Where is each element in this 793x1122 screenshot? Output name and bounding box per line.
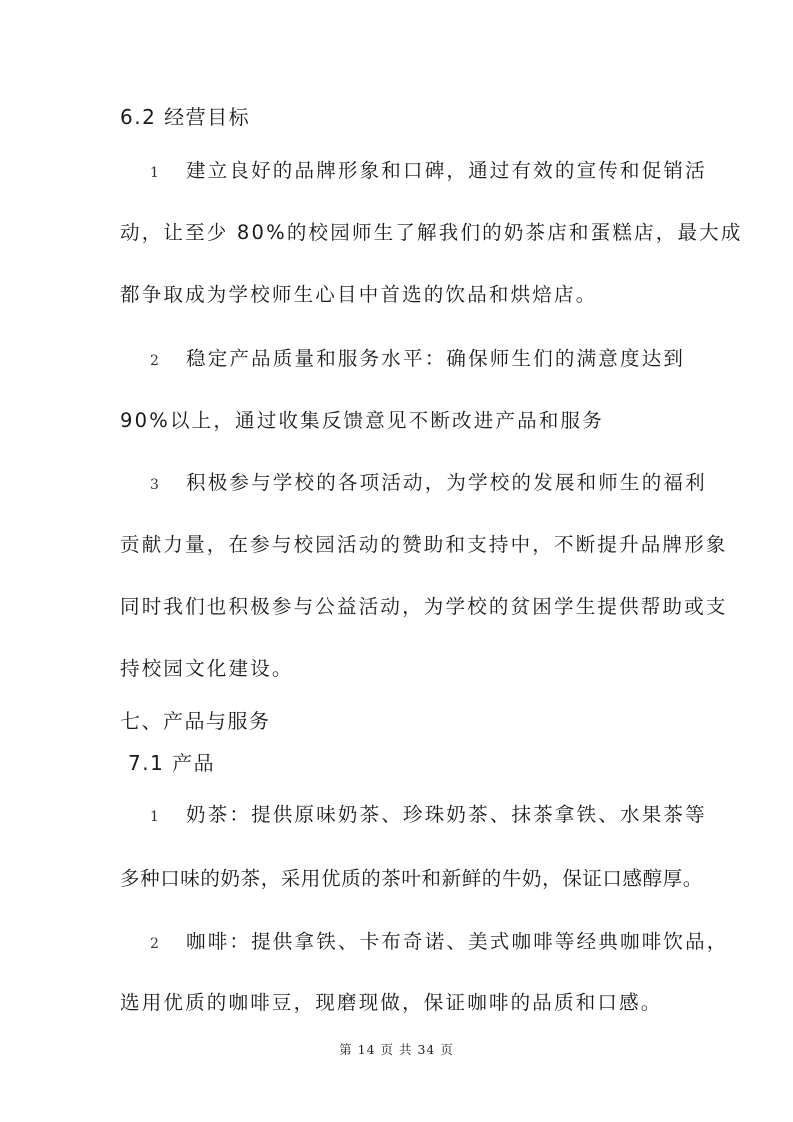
list-item — [120, 802, 707, 830]
subsection-heading-7-1: 7.1 产品 — [128, 751, 216, 775]
section-heading-6-2: 6.2 经营目标 — [120, 105, 251, 129]
item-number: 2 — [150, 353, 159, 369]
paragraph-line: 持校园文化建设。 — [120, 657, 294, 680]
list-item — [120, 929, 729, 957]
paragraph-line: 都争取成为学校师生心目中首选的饮品和烘焙店。 — [120, 283, 598, 306]
page-number-footer: 第 14 页 共 34 页 — [339, 1042, 454, 1057]
section-heading-7: 七、产品与服务 — [120, 709, 271, 733]
list-item — [120, 470, 707, 498]
item-number: 3 — [150, 477, 159, 493]
item-number: 1 — [150, 165, 159, 181]
list-item — [120, 158, 707, 186]
paragraph-line: 多种口味的奶茶，采用优质的茶叶和新鲜的牛奶，保证口感醇厚。 — [120, 867, 703, 890]
paragraph-line: 选用优质的咖啡豆，现磨现做，保证咖啡的品质和口感。 — [120, 991, 663, 1014]
paragraph-line: 积极参与学校的各项活动，为学校的发展和师生的福利 — [186, 471, 707, 494]
paragraph-line: 奶茶：提供原味奶茶、珍珠奶茶、抹茶拿铁、水果茶等 — [186, 803, 707, 826]
paragraph-line: 咖啡：提供拿铁、卡布奇诺、美式咖啡等经典咖啡饮品， — [186, 930, 729, 953]
paragraph-line: 建立良好的品牌形象和口碑，通过有效的宣传和促销活 — [186, 159, 707, 182]
paragraph-line: 同时我们也积极参与公益活动，为学校的贫困学生提供帮助或支 — [120, 595, 728, 618]
item-number: 2 — [150, 936, 159, 952]
paragraph-line: 动，让至少 80%的校园师生了解我们的奶茶店和蛋糕店，最大成 — [120, 221, 743, 244]
paragraph-line: 稳定产品质量和服务水平：确保师生们的满意度达到 — [186, 347, 686, 370]
paragraph-line: 贡献力量，在参与校园活动的赞助和支持中，不断提升品牌形象 — [120, 533, 728, 556]
item-number: 1 — [150, 809, 159, 825]
paragraph-line: 90%以上，通过收集反馈意见不断改进产品和服务 — [120, 409, 604, 432]
list-item — [120, 346, 685, 374]
